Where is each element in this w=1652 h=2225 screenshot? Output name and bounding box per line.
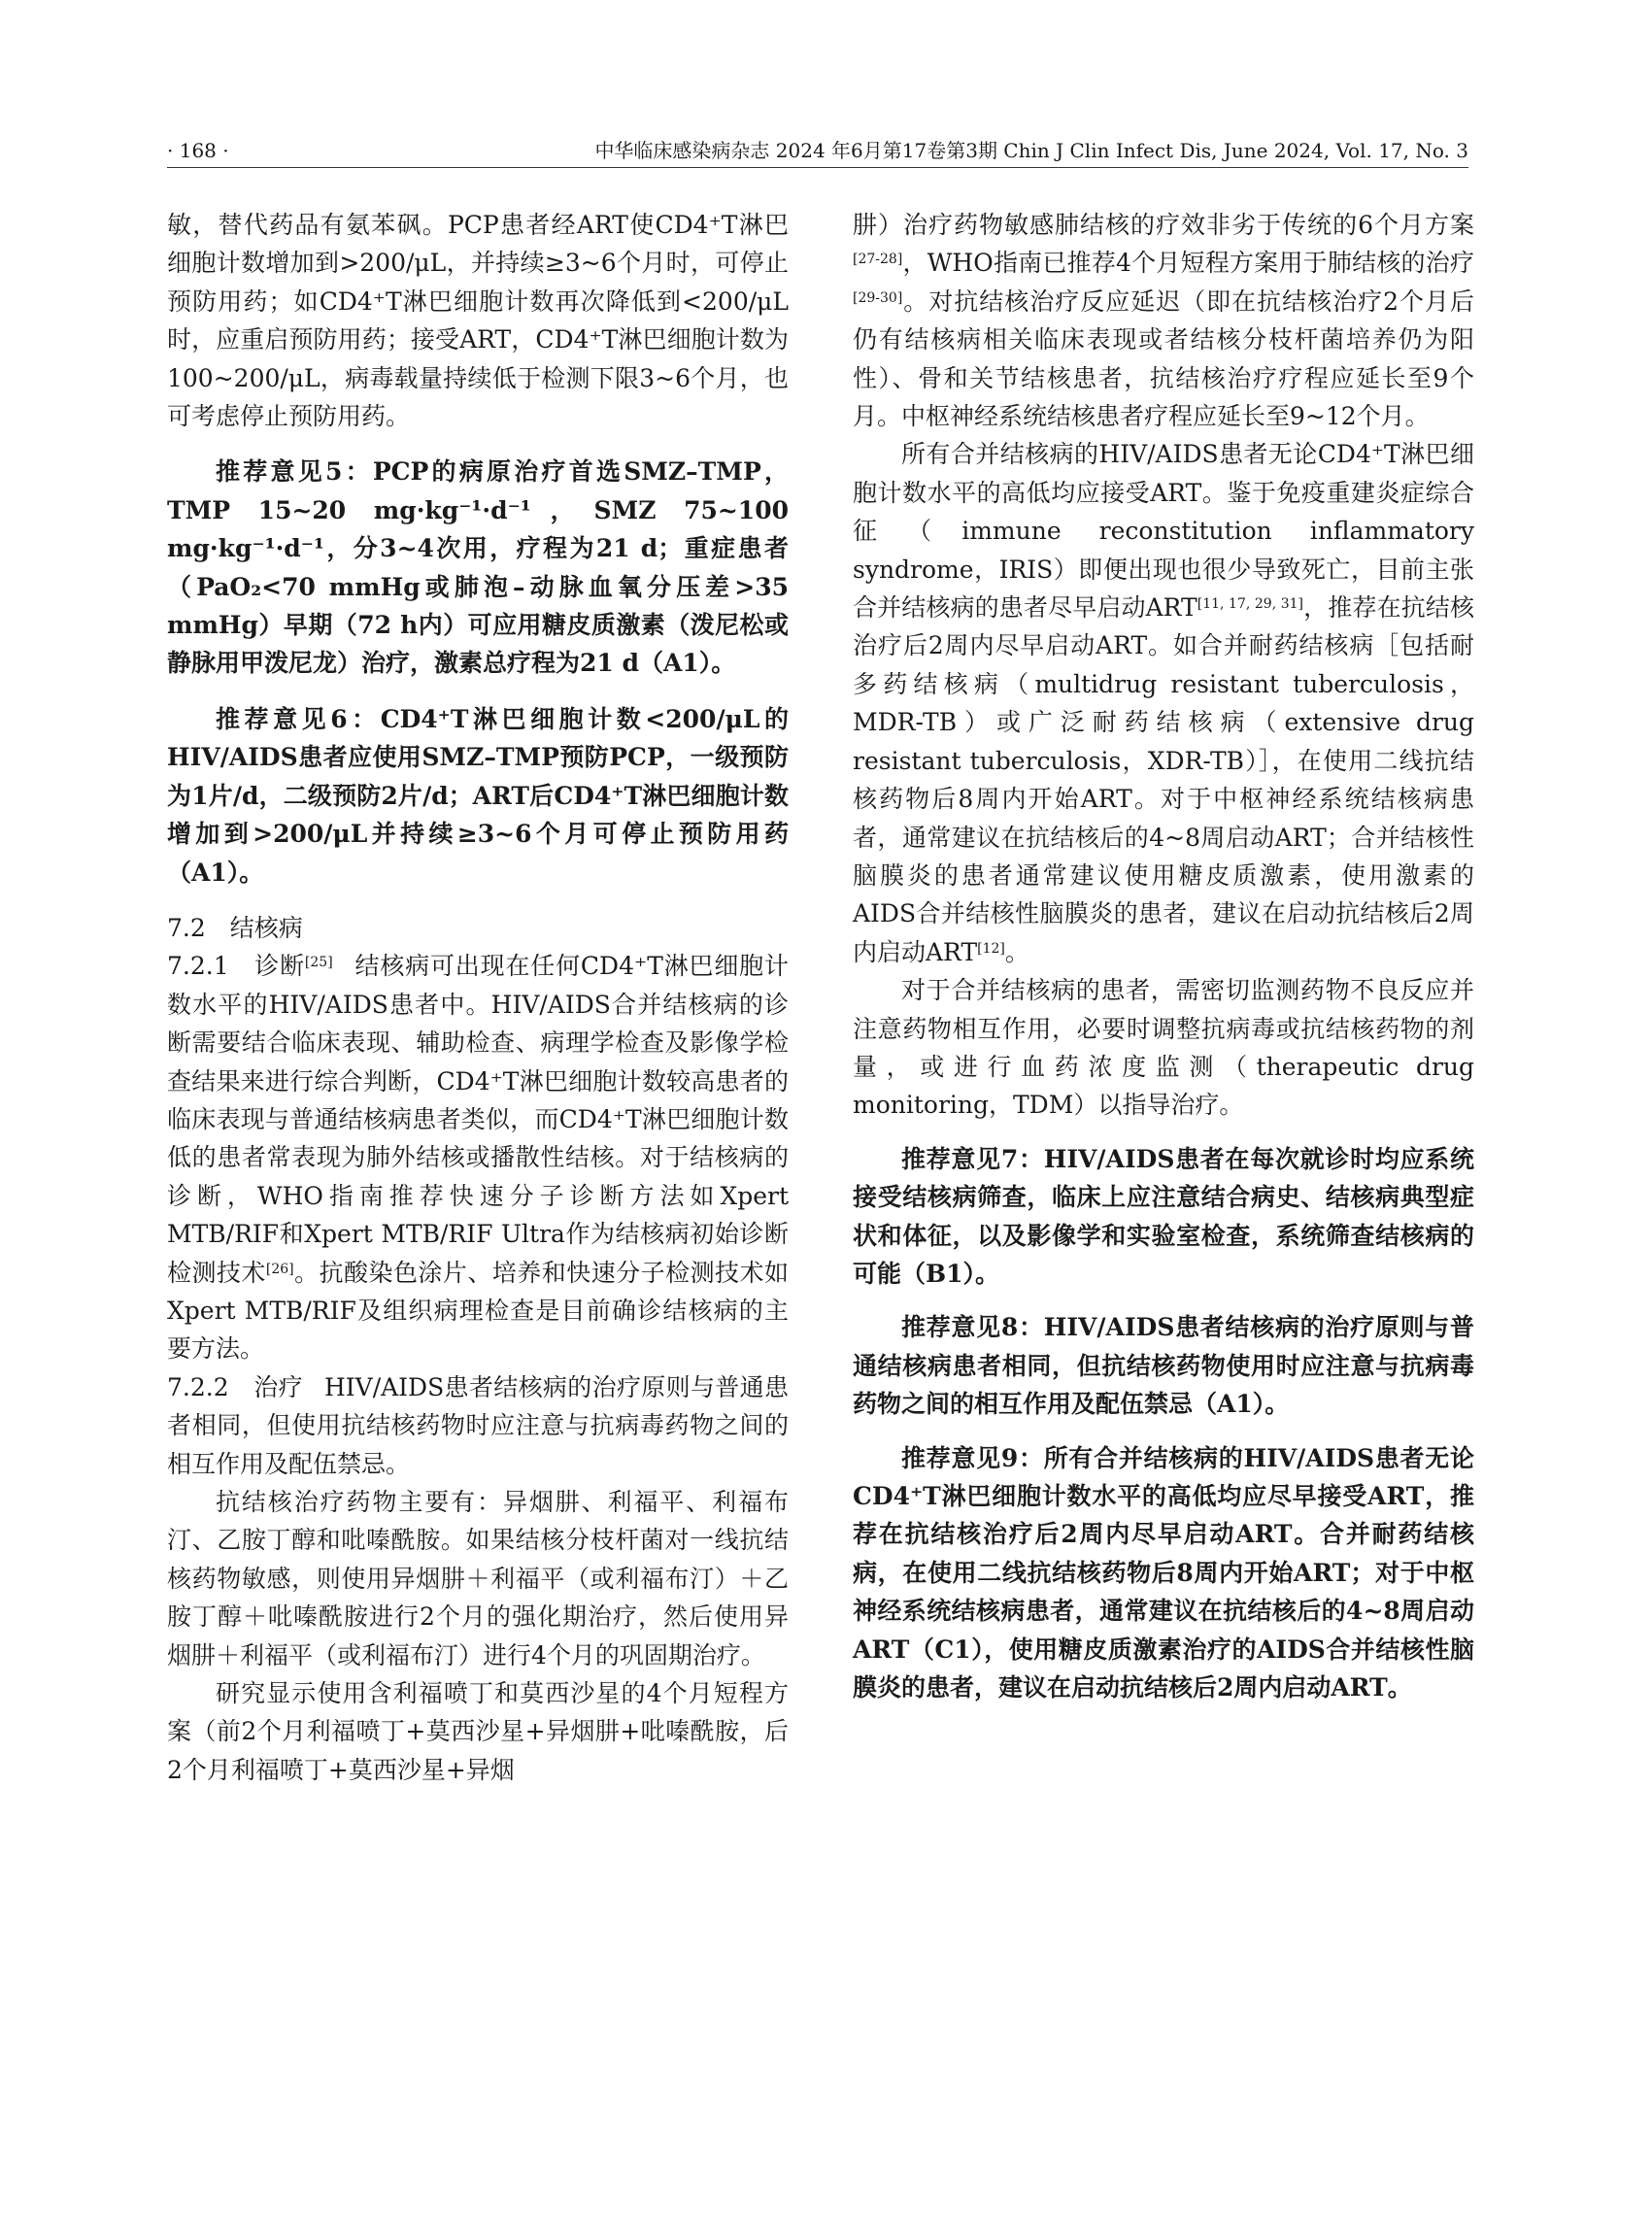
text-run: 肼）治疗药物敏感肺结核的疗效非劣于传统的6个月方案 [853, 211, 1474, 239]
citation: [12] [977, 940, 1005, 957]
recommendation-9: 推荐意见9：所有合并结核病的HIV/AIDS患者无论CD4⁺T淋巴细胞计数水平的高低均应尽早接受ART，推荐在抗结核治疗后2周内尽早启动ART。合并耐药结核病，在使用二线抗结核药物后8周内开始ART；对于中枢神经系统结核病患者，通常建议在抗结核后的4~8周启动ART（C1），使用糖皮质激素治疗的AIDS合并结核性脑膜炎的患者，建议在启动抗结核后2周内启动ART。 [853, 1443, 1474, 1702]
text-run: 。 [1004, 937, 1029, 966]
citation: [26] [265, 1261, 294, 1277]
recommendation-5: 推荐意见5：PCP的病原治疗首选SMZ–TMP，TMP 15~20 mg·kg⁻¹·d⁻¹，SMZ 75~100 mg·kg⁻¹·d⁻¹，分3~4次用，疗程为21 d；重症患者（PaO₂<70 mmHg或肺泡–动脉血氧分压差>35 mmHg）早期（72 h内）可应用糖皮质激素（泼尼松或静脉用甲泼尼龙）治疗，激素总疗程为21 d（A1）。 [167, 457, 789, 678]
citation: [27-28] [853, 252, 903, 268]
section-7-2-1-body: 结核病可出现在任何CD4⁺T淋巴细胞计数水平的HIV/AIDS患者中。HIV/AIDS合并结核病的诊断需要结合临床表现、辅助检查、病理学检查及影像学检查结果来进行综合判断，CD4⁺T淋巴细胞计数较高患者的临床表现与普通结核病患者类似，而CD4⁺T淋巴细胞计数低的患者常表现为肺外结核或播散性结核。对于结核病的诊断，WHO指南推荐快速分子诊断方法如Xpert MTB/RIF和Xpert MTB/RIF Ultra作为结核病初始诊断检测技术 [167, 952, 789, 1287]
citation: [25] [304, 955, 333, 971]
text-run: 。对抗结核治疗反应延迟（即在抗结核治疗2个月后仍有结核病相关临床表现或者结核分枝杆菌培养仍为阳性）、骨和关节结核患者，抗结核治疗疗程应延长至9个月。中枢神经系统结核患者疗程应延长至9~12个月。 [853, 287, 1474, 431]
right-column [853, 206, 1474, 1722]
paragraph-tb-drugs: 抗结核治疗药物主要有：异烟肼、利福平、利福布汀、乙胺丁醇和吡嗪酰胺。如果结核分枝杆菌对一线抗结核药物敏感，则使用异烟肼＋利福平（或利福布汀）＋乙胺丁醇＋吡嗪酰胺进行2个月的强化期治疗，然后使用异烟肼＋利福平（或利福布汀）进行4个月的巩固期治疗。 [167, 1488, 789, 1669]
section-7-2-1-body-cont: 。抗酸染色涂片、培养和快速分子检测技术如Xpert MTB/RIF及组织病理检查是目前确诊结核病的主要方法。 [167, 1258, 789, 1364]
left-column [167, 206, 789, 1789]
citation: [11, 17, 29, 31] [1197, 596, 1304, 613]
paragraph-regimen-continued [853, 206, 1474, 435]
section-7-2-1 [167, 947, 789, 1367]
paragraph-art-timing [853, 435, 1474, 971]
text-run: ，推荐在抗结核治疗后2周内尽早启动ART。如合并耐药结核病［包括耐多药结核病（multidrug resistant tuberculosis，MDR-TB）或广泛耐药结核病（extensive drug resistant tuberculosis，XDR-TB）］，在使用二线抗结核药物后8周内开始ART。对于中枢神经系统结核病患者，通常建议在抗结核后的4~8周启动ART；合并结核性脑膜炎的患者通常建议使用糖皮质激素，使用激素的AIDS合并结核性脑膜炎的患者，建议在启动抗结核后2周内启动ART [853, 593, 1474, 966]
citation: [29-30] [853, 289, 903, 306]
paragraph-short-regimen: 研究显示使用含利福喷丁和莫西沙星的4个月短程方案（前2个月利福喷丁+莫西沙星+异烟肼+吡嗪酰胺，后2个月利福喷丁+莫西沙星+异烟 [167, 1679, 789, 1784]
recommendation-7: 推荐意见7：HIV/AIDS患者在每次就诊时均应系统接受结核病筛查，临床上应注意结合病史、结核病典型症状和体征，以及影像学和实验室检查，系统筛查结核病的可能（B1）。 [853, 1144, 1474, 1288]
recommendation-6: 推荐意见6：CD4⁺T淋巴细胞计数<200/μL的HIV/AIDS患者应使用SMZ–TMP预防PCP，一级预防为1片/d，二级预防2片/d；ART后CD4⁺T淋巴细胞计数增加到>200/μL并持续≥3~6个月可停止预防用药（A1）。 [167, 704, 789, 887]
section-7-2-2-body: HIV/AIDS患者结核病的治疗原则与普通患者相同，但使用抗结核药物时应注意与抗病毒药物之间的相互作用及配伍禁忌。 [167, 1372, 789, 1478]
section-heading-7-2-2: 7.2.2 治疗 [167, 1372, 303, 1401]
section-heading-7-2-1: 7.2.1 诊断 [167, 952, 305, 981]
section-heading-7-2: 7.2 结核病 [167, 913, 303, 942]
paragraph-pcp-prophylaxis-stop: 敏，替代药品有氨苯砜。PCP患者经ART使CD4⁺T淋巴细胞计数增加到>200/μL，并持续≥3~6个月时，可停止预防用药；如CD4⁺T淋巴细胞计数再次降低到<200/μL时，应重启预防用药；接受ART，CD4⁺T淋巴细胞计数为100~200/μL，病毒载量持续低于检测下限3~6个月，也可考虑停止预防用药。 [167, 211, 789, 431]
section-7-2-2 [167, 1368, 789, 1483]
running-header [167, 134, 1468, 167]
header-rule [167, 167, 1468, 168]
text-run: 所有合并结核病的HIV/AIDS患者无论CD4⁺T淋巴细胞计数水平的高低均应接受ART。鉴于免疫重建炎症综合征（immune reconstitution inflammatory syndrome，IRIS）即便出现也很少导致死亡，目前主张合并结核病的患者尽早启动ART [853, 440, 1474, 623]
paragraph-monitoring: 对于合并结核病的患者，需密切监测药物不良反应并注意药物相互作用，必要时调整抗病毒或抗结核药物的剂量，或进行血药浓度监测（therapeutic drug monitoring，TDM）以指导治疗。 [853, 976, 1474, 1120]
recommendation-8: 推荐意见8：HIV/AIDS患者结核病的治疗原则与普通结核病患者相同，但抗结核药物使用时应注意与抗病毒药物之间的相互作用及配伍禁忌（A1）。 [853, 1313, 1474, 1419]
page-number: · 168 · [167, 139, 229, 162]
journal-info: 中华临床感染病杂志 2024 年6月第17卷第3期 Chin J Clin Infect Dis, June 2024, Vol. 17, No. 3 [594, 139, 1468, 162]
text-run: ，WHO指南已推荐4个月短程方案用于肺结核的治疗 [902, 249, 1474, 278]
